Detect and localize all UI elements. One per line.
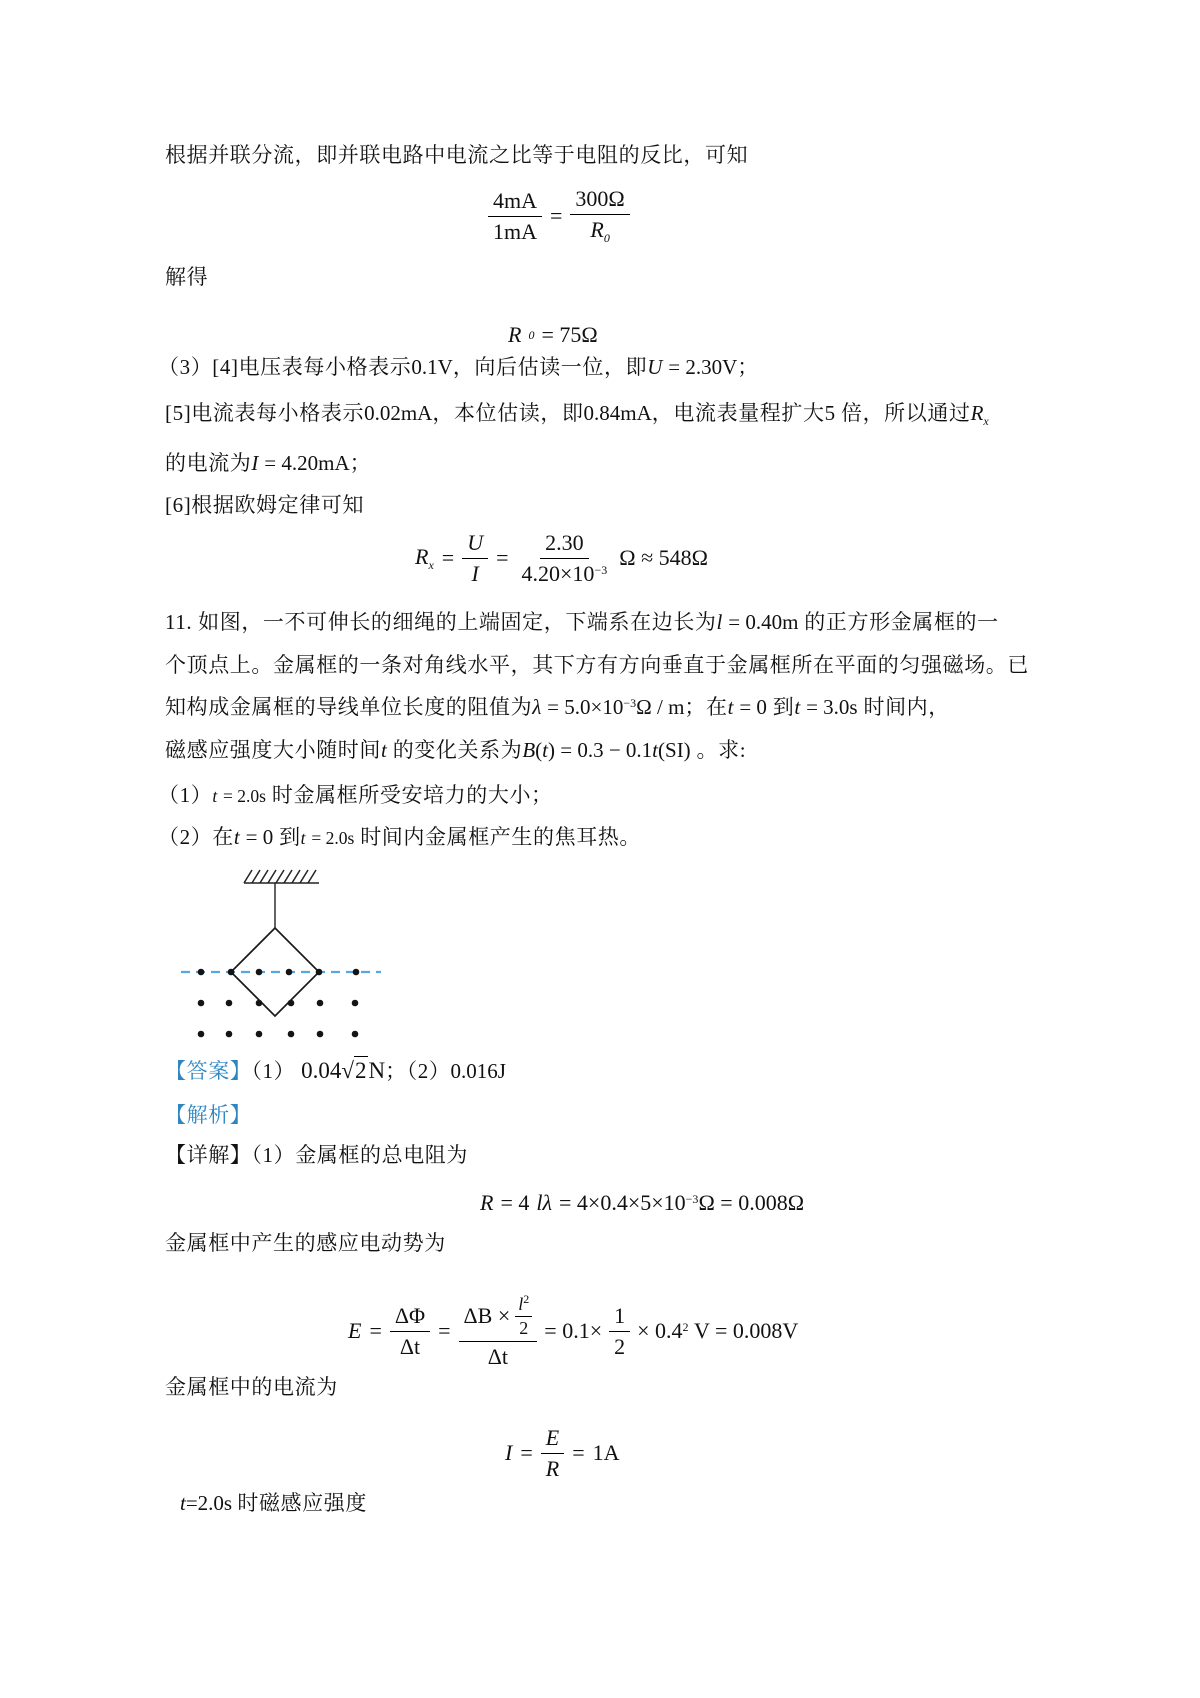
symbol-t: t bbox=[180, 1491, 186, 1515]
unit: N bbox=[368, 1058, 386, 1083]
symbol-R: R bbox=[590, 216, 604, 242]
numerator: E bbox=[541, 1425, 564, 1453]
text: 的正方形金属框的一 bbox=[804, 610, 999, 634]
text: 到 bbox=[279, 825, 301, 849]
value: = 0 bbox=[245, 825, 274, 849]
denominator: Δt bbox=[399, 1333, 421, 1359]
text: 到 bbox=[772, 695, 795, 719]
value: =2.0s bbox=[185, 1491, 238, 1515]
value bbox=[559, 1190, 804, 1216]
result: 1A bbox=[592, 1440, 620, 1465]
subscript: 0 bbox=[528, 327, 535, 342]
paragraph-voltmeter bbox=[158, 352, 759, 382]
answer-value-2: 0.016J bbox=[450, 1059, 506, 1083]
paragraph-b-at-2s bbox=[180, 1488, 367, 1518]
value: 0.1V bbox=[411, 355, 453, 379]
analysis-label-line bbox=[165, 1100, 251, 1130]
detail-line bbox=[165, 1140, 468, 1170]
subscript: 0 bbox=[603, 230, 610, 245]
denominator: Δt bbox=[487, 1343, 509, 1369]
value: = 0.1× bbox=[544, 1318, 603, 1343]
symbol-lambda: λ bbox=[532, 695, 542, 719]
value: × 0.4 bbox=[637, 1318, 683, 1343]
symbol-U: U bbox=[647, 355, 663, 379]
value: = 2.0s bbox=[311, 828, 355, 848]
text: ；（2） bbox=[385, 1059, 451, 1083]
numerator: U bbox=[462, 530, 488, 558]
answer-label: 【答案】 bbox=[165, 1059, 252, 1083]
text: ；在 bbox=[684, 695, 728, 719]
formula-emf bbox=[348, 1278, 798, 1384]
sqrt-icon: √ bbox=[341, 1058, 354, 1083]
symbol-I: I bbox=[251, 451, 259, 475]
analysis-label: 【解析】 bbox=[165, 1103, 252, 1127]
text: 的电流为 bbox=[165, 451, 252, 475]
value: ) = 0.3 − 0.1 bbox=[547, 738, 653, 762]
paragraph-ammeter-1 bbox=[165, 398, 989, 430]
delta-B: ΔB × bbox=[463, 1302, 511, 1328]
equals-sign: = bbox=[520, 1440, 533, 1465]
text: [6]根据欧姆定律可知 bbox=[165, 493, 365, 517]
equals-sign: = bbox=[369, 1318, 382, 1343]
paragraph-ohm-law bbox=[165, 490, 364, 520]
field-dot-grid-icon bbox=[198, 969, 360, 1038]
value: 5 bbox=[824, 401, 836, 425]
result: V = 0.008V bbox=[694, 1318, 799, 1343]
value: = 4 bbox=[500, 1190, 530, 1215]
text: （1） bbox=[158, 783, 213, 807]
formula-current-ratio bbox=[488, 180, 630, 252]
paragraph-solve bbox=[165, 262, 208, 292]
ceiling-hatch-icon bbox=[244, 870, 319, 883]
text: （1）金属框的总电阻为 bbox=[251, 1143, 469, 1167]
paren: ( bbox=[535, 738, 543, 762]
fraction-nested bbox=[459, 1293, 538, 1369]
question-2 bbox=[158, 822, 641, 852]
symbol-R: R bbox=[415, 543, 429, 569]
numerator bbox=[515, 1293, 532, 1317]
equals-sign: = bbox=[496, 545, 509, 570]
value: = 5.0×10 bbox=[547, 695, 624, 719]
value: 4.20×10 bbox=[521, 560, 595, 586]
equals-sign: = bbox=[441, 545, 455, 570]
symbol-R: R bbox=[480, 1190, 494, 1215]
text: ； bbox=[737, 355, 759, 379]
numerator: 4mA bbox=[488, 188, 542, 216]
fraction bbox=[488, 188, 542, 244]
formula-r0-result bbox=[508, 318, 598, 352]
value: = 4×0.4×5×10 bbox=[559, 1190, 686, 1215]
problem-11-line-2 bbox=[165, 650, 1029, 680]
text: 时金属框所受安培力的大小； bbox=[271, 783, 553, 807]
text: ； bbox=[349, 451, 372, 475]
problem-11-line-1 bbox=[165, 607, 999, 637]
question-1 bbox=[158, 780, 553, 810]
answer-value-1 bbox=[301, 1056, 385, 1083]
fraction bbox=[390, 1303, 430, 1359]
value: = 3.0s bbox=[806, 695, 858, 719]
symbol-l: l bbox=[518, 1294, 524, 1315]
text: （2）在 bbox=[158, 825, 234, 849]
symbol-t: t bbox=[212, 786, 218, 806]
text: [5]电流表每小格表示 bbox=[165, 401, 365, 425]
equals-sign: = bbox=[550, 203, 563, 228]
superscript: 2 bbox=[523, 1292, 530, 1307]
value: = 75Ω bbox=[541, 322, 598, 347]
text: 根据并联分流，即并联电路中电流之比等于电阻的反比，可知 bbox=[165, 143, 749, 167]
denominator bbox=[517, 559, 613, 586]
value: 0.02mA bbox=[364, 401, 433, 425]
symbol-l: l bbox=[716, 610, 723, 634]
paragraph-ammeter-2 bbox=[165, 448, 371, 478]
value: = 0 bbox=[739, 695, 767, 719]
formula-total-resistance bbox=[480, 1186, 804, 1220]
detail-label: 【详解】 bbox=[165, 1143, 252, 1167]
symbol-R: R bbox=[508, 322, 522, 347]
result: Ω ≈ 548Ω bbox=[619, 545, 708, 570]
denominator: R bbox=[545, 1455, 560, 1481]
superscript: 2 bbox=[682, 1320, 689, 1334]
numerator bbox=[459, 1293, 538, 1341]
denominator: 2 bbox=[614, 1333, 626, 1359]
value bbox=[637, 1318, 798, 1344]
problem-11-line-4 bbox=[165, 735, 746, 765]
numerator: 2.30 bbox=[540, 530, 589, 558]
radicand: 2 bbox=[354, 1058, 367, 1083]
fraction bbox=[541, 1425, 564, 1481]
symbol-t: t bbox=[727, 695, 734, 719]
text: 11. 如图，一不可伸长的细绳的上端固定，下端系在边长为 bbox=[165, 610, 717, 634]
denominator: I bbox=[471, 560, 479, 586]
paragraph-current bbox=[165, 1372, 338, 1402]
text: 个顶点上。金属框的一条对角线水平，其下方有方向垂直于金属框所在平面的匀强磁场。已 bbox=[165, 653, 1029, 677]
symbol-E: E bbox=[348, 1318, 362, 1343]
text: （1） bbox=[251, 1059, 296, 1083]
value: = 0.40m bbox=[728, 610, 799, 634]
value: = 4.20mA bbox=[264, 451, 350, 475]
formula-current bbox=[505, 1420, 620, 1486]
answer-line bbox=[165, 1054, 506, 1087]
frame-in-field-diagram bbox=[178, 862, 390, 1065]
value: 0.04 bbox=[301, 1058, 342, 1083]
subscript: x bbox=[428, 557, 434, 572]
denominator bbox=[585, 215, 614, 246]
value: 0.84mA bbox=[583, 401, 652, 425]
fraction bbox=[570, 186, 629, 245]
text: 时间内金属框产生的焦耳热。 bbox=[360, 825, 642, 849]
subscript: x bbox=[983, 414, 989, 428]
text: （3）[4]电压表每小格表示 bbox=[158, 355, 412, 379]
symbol-R: R bbox=[970, 401, 984, 425]
result: Ω = 0.008Ω bbox=[698, 1190, 805, 1215]
text: ，向后估读一位，即 bbox=[452, 355, 648, 379]
text: 磁感应强度大小随时间 bbox=[165, 738, 381, 762]
text: 时磁感应强度 bbox=[237, 1491, 367, 1515]
equals-sign: = bbox=[438, 1318, 451, 1343]
text: 。求: bbox=[696, 738, 747, 762]
denominator: 2 bbox=[519, 1317, 529, 1338]
symbol-t: t bbox=[542, 738, 548, 762]
inner-fraction bbox=[515, 1293, 532, 1338]
value: = 2.0s bbox=[223, 786, 266, 806]
value: = 2.30V bbox=[668, 355, 738, 379]
symbol-t: t bbox=[652, 738, 659, 762]
symbol-t: t bbox=[233, 825, 240, 849]
paragraph-emf bbox=[165, 1228, 446, 1258]
symbol-t: t bbox=[381, 738, 387, 762]
text: 解得 bbox=[165, 265, 209, 289]
superscript: −3 bbox=[623, 696, 637, 710]
fraction bbox=[609, 1303, 630, 1359]
numerator: 300Ω bbox=[570, 186, 629, 214]
symbol-t: t bbox=[794, 695, 801, 719]
text: 时间内， bbox=[863, 695, 950, 719]
text: ，本位估读，即 bbox=[432, 401, 584, 425]
symbol-B: B bbox=[522, 738, 536, 762]
denominator: 1mA bbox=[493, 218, 537, 244]
lhs bbox=[415, 544, 434, 573]
diagram-svg bbox=[178, 862, 390, 1060]
numerator: ΔΦ bbox=[390, 1303, 430, 1331]
superscript: −3 bbox=[594, 562, 608, 577]
symbol-l-lambda: lλ bbox=[536, 1190, 553, 1215]
symbol-I: I bbox=[505, 1440, 513, 1465]
formula-rx-result bbox=[415, 522, 708, 594]
equals-sign: = bbox=[572, 1440, 585, 1465]
text: 的变化关系为 bbox=[392, 738, 523, 762]
text: 金属框中的电流为 bbox=[165, 1375, 338, 1399]
symbol-t: t bbox=[300, 828, 306, 848]
fraction bbox=[462, 530, 488, 586]
numerator: 1 bbox=[609, 1303, 630, 1331]
text: 倍，所以通过 bbox=[840, 401, 971, 425]
unit: (SI) bbox=[658, 738, 691, 762]
problem-11-line-3 bbox=[165, 692, 950, 722]
fraction bbox=[517, 530, 613, 586]
text: 知构成金属框的导线单位长度的阻值为 bbox=[165, 695, 533, 719]
superscript: −3 bbox=[685, 1192, 699, 1206]
unit: Ω / m bbox=[636, 695, 685, 719]
text: ，电流表量程扩大 bbox=[651, 401, 825, 425]
text: 金属框中产生的感应电动势为 bbox=[165, 1231, 446, 1255]
paragraph-parallel-divider bbox=[165, 140, 748, 170]
